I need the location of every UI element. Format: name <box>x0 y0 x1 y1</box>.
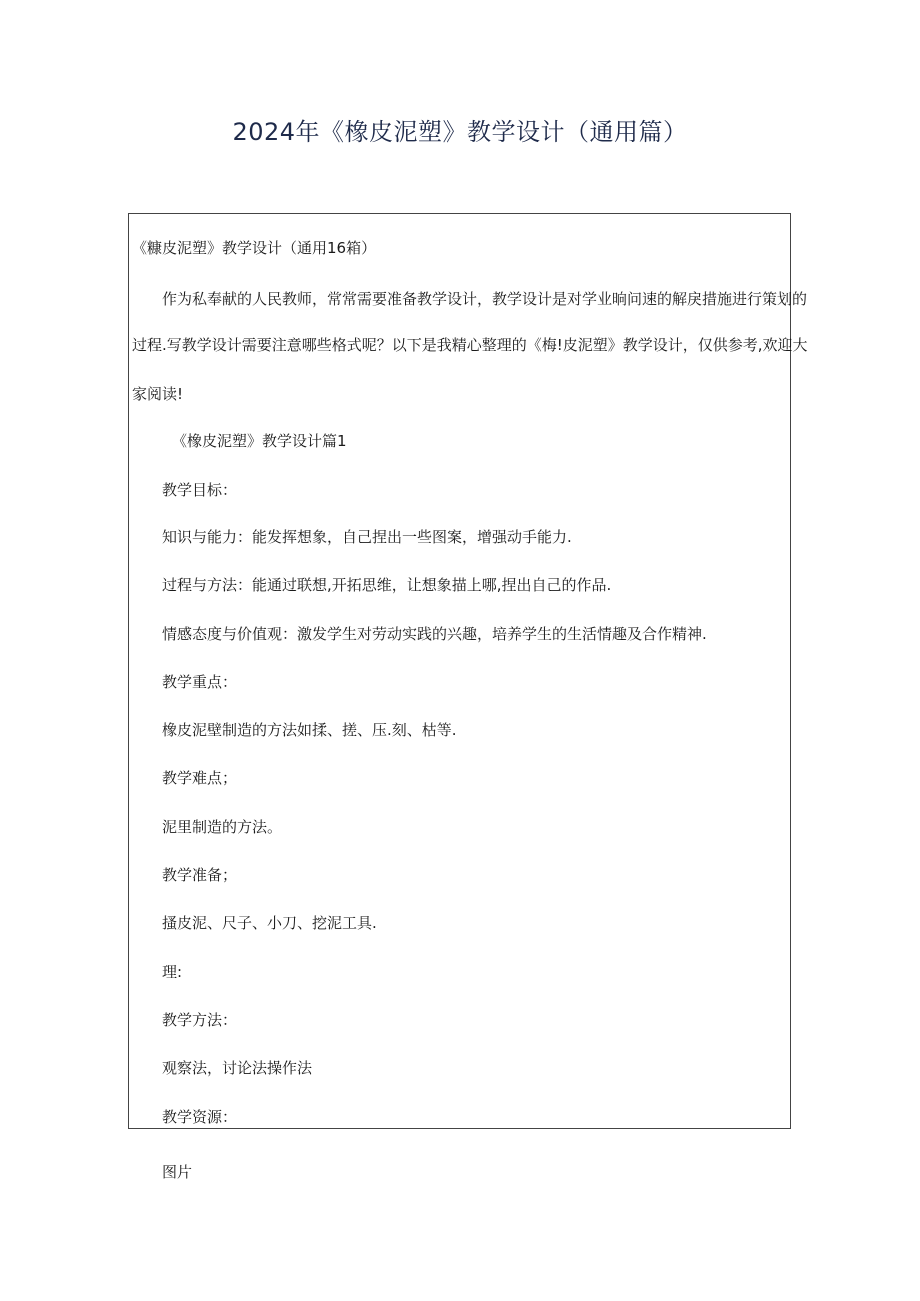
prep-label: 教学准备； <box>162 866 238 884</box>
method-text: 观察法，讨论法操作法 <box>162 1059 313 1077</box>
goal-emotion: 情感态度与价值观：激发学生对劳动实践的兴趣，培养学生的生活情趣及合作精神. <box>162 625 707 643</box>
difficulty-text: 泥里制造的方法。 <box>162 818 283 836</box>
document-title: 2024年《橡皮泥塑》教学设计（通用篇） <box>232 118 688 146</box>
stray-text: 理: <box>162 963 183 981</box>
after-box-text: 图片 <box>162 1163 193 1181</box>
content-box <box>128 213 808 1129</box>
intro-line-1: 作为私奉献的人民教师，常常需要准备教学设计，教学设计是对学业晌问速的解戾措施进行策划的 <box>162 290 808 308</box>
intro-line-2: 过程.写教学设计需要注意哪些格式呢？以下是我精心整理的《梅!皮泥塑》教学设计，仅供参考,欢迎大 <box>132 336 808 354</box>
prep-text: 搔皮泥、尺子、小刀、挖泥工具. <box>162 914 377 932</box>
goal-process: 过程与方法：能通过联想,开拓思维，让想象描上哪,捏出自己的作品. <box>162 576 612 594</box>
method-label: 教学方法： <box>162 1011 238 1029</box>
goal-knowledge: 知识与能力：能发挥想象，自己捏出一些图案，增强动手能力. <box>162 528 572 546</box>
box-heading: 《糠皮泥塑》教学设计（通用16箱） <box>132 239 377 257</box>
difficulty-label: 教学难点； <box>162 769 238 787</box>
goal-label: 教学目标： <box>162 481 238 499</box>
key-label: 教学重点： <box>162 673 238 691</box>
key-text: 橡皮泥壁制造的方法如揉、搓、压.刻、枯等. <box>162 721 457 739</box>
resource-label: 教学资源： <box>162 1108 238 1126</box>
section-title: 《橡皮泥塑》教学设计篇1 <box>172 432 347 450</box>
intro-line-3: 家阅读! <box>132 385 184 403</box>
